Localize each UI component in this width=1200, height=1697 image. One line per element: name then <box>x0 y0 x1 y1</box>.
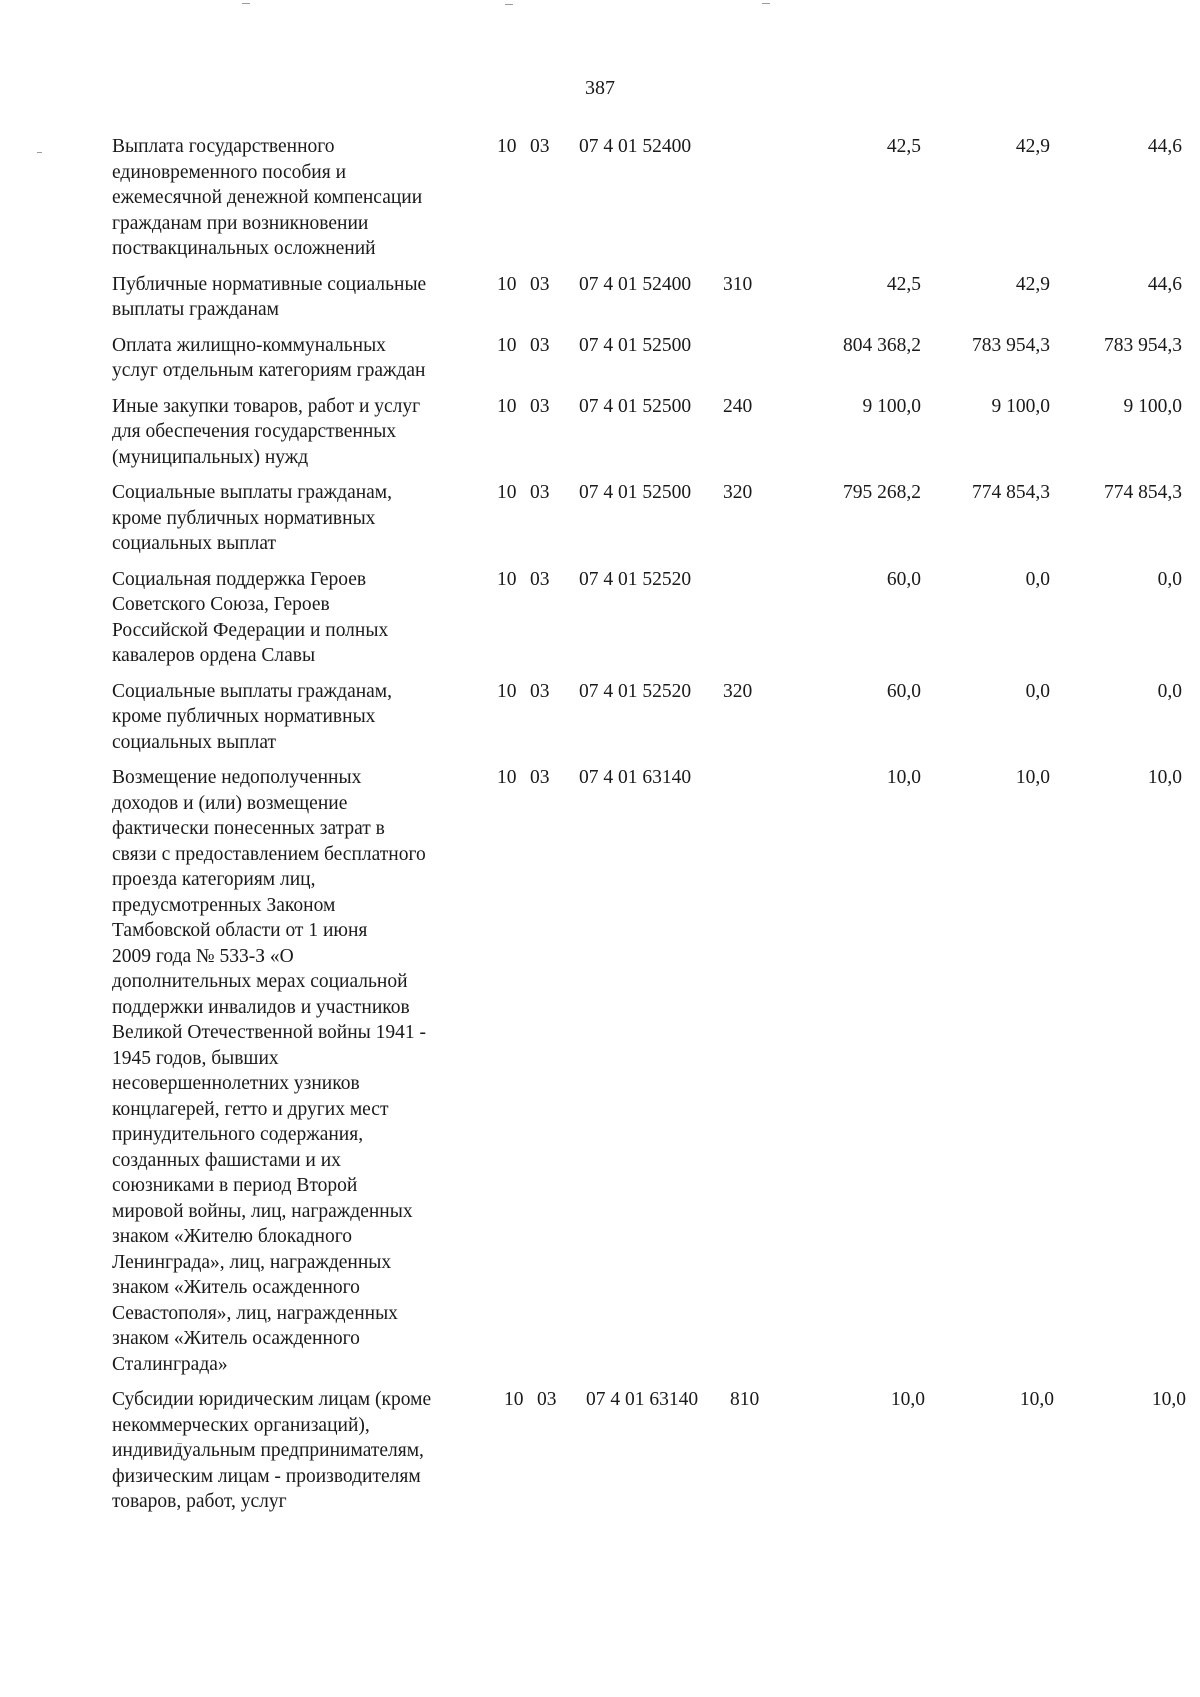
amount-year-2: 774 854,3 <box>972 482 1050 503</box>
amount-year-1: 60,0 <box>886 680 921 702</box>
subsection-code: 03 <box>530 273 550 295</box>
page-number: 387 <box>585 77 615 99</box>
amount-year-3: 0,0 <box>1157 568 1182 590</box>
target-article-code: 07 4 01 52500 <box>579 482 692 503</box>
row-name: Субсидии юридическим лицам (кроме некоммерческих организаций), индивидуальным предпринимателям, физическим лицам - производителям товаров, работ, услуг <box>112 1389 432 1512</box>
table-row <box>112 567 1182 669</box>
table-row <box>112 480 1182 557</box>
amount-year-2: 9 100,0 <box>991 395 1050 417</box>
table-row <box>112 134 1182 262</box>
row-name: Социальные выплаты гражданам, кроме публичных нормативных социальных выплат <box>112 680 393 753</box>
table-row <box>112 272 1182 323</box>
amount-year-1: 795 268,2 <box>843 482 921 503</box>
subsection-code: 03 <box>537 1389 557 1410</box>
expense-type-code: 310 <box>723 273 753 295</box>
table-row <box>112 679 1182 756</box>
amount-year-3: 44,6 <box>1147 273 1182 295</box>
section-code: 10 <box>497 482 517 503</box>
section-code: 10 <box>497 395 517 417</box>
table-row <box>112 394 1182 471</box>
amount-year-1: 804 368,2 <box>843 334 921 356</box>
target-article-code: 07 4 01 52520 <box>579 568 692 590</box>
amount-year-2: 10,0 <box>1015 767 1050 788</box>
expense-type-code: 810 <box>730 1389 760 1410</box>
subsection-code: 03 <box>530 767 550 788</box>
amount-year-3: 10,0 <box>1147 767 1182 788</box>
row-name: Оплата жилищно-коммунальных услуг отдельным категориям граждан <box>112 334 426 381</box>
row-name: Социальная поддержка Героев Советского Союза, Героев Российской Федерации и полных кавалеров ордена Славы <box>112 568 389 666</box>
row-name: Выплата государственного единовременного пособия и ежемесячной денежной компенсации гражданам при возникновении поствакцинальных осложнений <box>112 136 423 259</box>
expense-type-code: 320 <box>723 680 753 702</box>
target-article-code: 07 4 01 52400 <box>579 273 692 295</box>
budget-table <box>112 134 1186 1525</box>
amount-year-3: 10,0 <box>1151 1389 1186 1410</box>
amount-year-2: 783 954,3 <box>972 334 1050 356</box>
row-name: Возмещение недополученных доходов и (или) возмещение фактически понесенных затрат в связи с предоставлением бесплатного проезда категориям лиц, предусмотренных Законом Тамбовской области от 1 июня 2009 года № 533-З «О дополнительных мерах социальной поддержки инвалидов и участников Великой Отечественной войны 1941 - 1945 годов, бывших несовершеннолетних узников концлагерей, гетто и других мест принудительного содержания, созданных фашистами и их союзниками в период Второй мировой войны, лиц, награжденных знаком «Жителю блокадного Ленинграда», лиц, награжденных знаком «Житель осажденного Севастополя», лиц, награжденных знаком «Житель осажденного Сталинграда» <box>112 767 426 1375</box>
amount-year-2: 10,0 <box>1019 1389 1054 1410</box>
scan-speck <box>37 152 42 153</box>
expense-type-code: 240 <box>723 395 753 417</box>
scan-speck <box>505 4 513 5</box>
scan-speck <box>242 3 250 4</box>
subsection-code: 03 <box>530 334 550 356</box>
table-row <box>112 765 1182 1377</box>
amount-year-3: 774 854,3 <box>1104 482 1182 503</box>
amount-year-1: 42,5 <box>886 273 921 295</box>
subsection-code: 03 <box>530 136 550 157</box>
amount-year-1: 9 100,0 <box>862 395 921 417</box>
target-article-code: 07 4 01 63140 <box>586 1389 699 1410</box>
amount-year-1: 10,0 <box>890 1389 925 1410</box>
target-article-code: 07 4 01 52500 <box>579 334 692 356</box>
subsection-code: 03 <box>530 482 550 503</box>
row-name: Иные закупки товаров, работ и услуг для обеспечения государственных (муниципальных) нужд <box>112 395 421 468</box>
amount-year-1: 42,5 <box>886 136 921 157</box>
amount-year-3: 44,6 <box>1147 136 1182 157</box>
amount-year-1: 10,0 <box>886 767 921 788</box>
section-code: 10 <box>504 1389 524 1410</box>
target-article-code: 07 4 01 52500 <box>579 395 692 417</box>
row-name: Социальные выплаты гражданам, кроме публичных нормативных социальных выплат <box>112 482 393 554</box>
section-code: 10 <box>497 767 517 788</box>
section-code: 10 <box>497 680 517 702</box>
table-row <box>112 333 1182 384</box>
section-code: 10 <box>497 334 517 356</box>
amount-year-2: 0,0 <box>1025 568 1050 590</box>
row-name: Публичные нормативные социальные выплаты гражданам <box>112 273 427 320</box>
expense-type-code: 320 <box>723 482 753 503</box>
table-row <box>112 1387 1186 1515</box>
amount-year-3: 783 954,3 <box>1104 334 1182 356</box>
scan-speck <box>762 3 770 4</box>
amount-year-3: 9 100,0 <box>1123 395 1182 417</box>
subsection-code: 03 <box>530 568 550 590</box>
subsection-code: 03 <box>530 680 550 702</box>
subsection-code: 03 <box>530 395 550 417</box>
amount-year-2: 42,9 <box>1015 136 1050 157</box>
amount-year-2: 0,0 <box>1025 680 1050 702</box>
target-article-code: 07 4 01 52400 <box>579 136 692 157</box>
amount-year-2: 42,9 <box>1015 273 1050 295</box>
amount-year-3: 0,0 <box>1157 680 1182 702</box>
section-code: 10 <box>497 136 517 157</box>
target-article-code: 07 4 01 63140 <box>579 767 692 788</box>
section-code: 10 <box>497 273 517 295</box>
target-article-code: 07 4 01 52520 <box>579 680 692 702</box>
section-code: 10 <box>497 568 517 590</box>
amount-year-1: 60,0 <box>886 568 921 590</box>
